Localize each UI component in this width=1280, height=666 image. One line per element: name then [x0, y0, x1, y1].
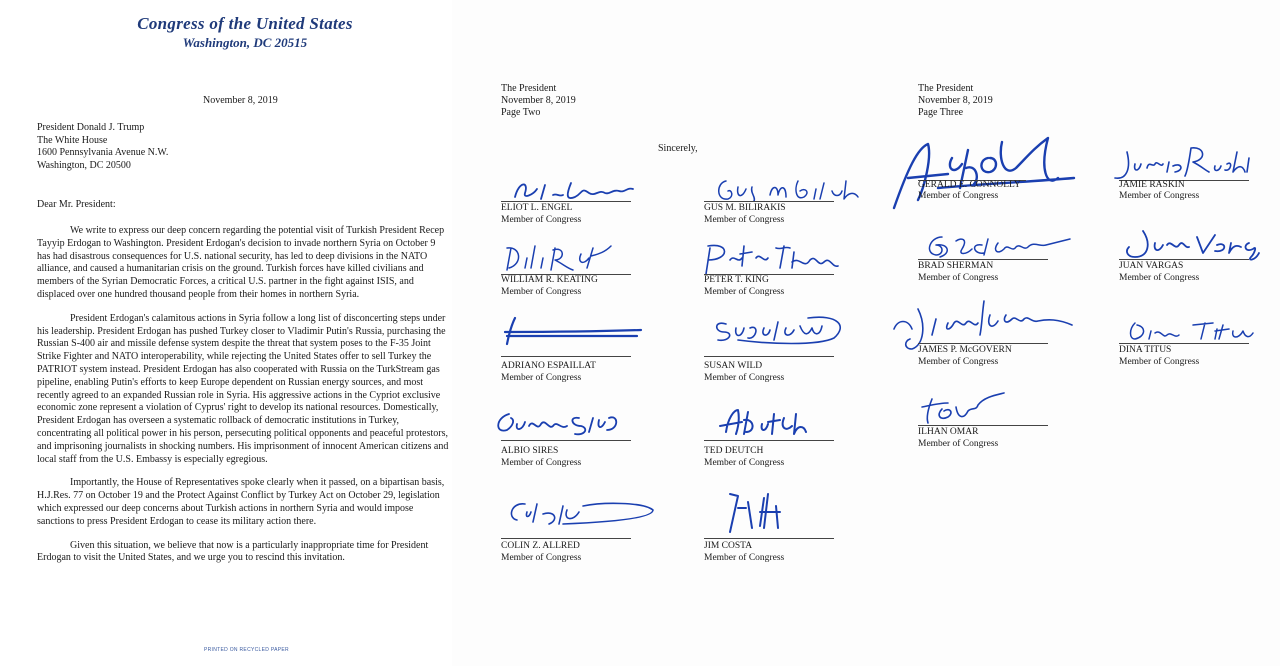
signature-keating [501, 240, 621, 276]
recipient-address [37, 122, 168, 172]
signature-wild [708, 310, 858, 350]
signer-name: ILHAN OMAR [918, 427, 979, 437]
address-line: President Donald J. Trump [37, 122, 145, 133]
address-line: 1600 Pennsylvania Avenue N.W. [37, 147, 169, 158]
page-three-header [918, 83, 993, 119]
signer-title: Member of Congress [1119, 357, 1200, 367]
letterhead-city: Washington, DC 20515 [182, 35, 308, 50]
header-line: The President [918, 83, 974, 94]
signer-title: Member of Congress [704, 553, 785, 563]
signer-name: WILLIAM R. KEATING [501, 275, 598, 285]
signature-allred [503, 496, 663, 532]
signer-title: Member of Congress [704, 458, 785, 468]
address-line: The White House [37, 134, 108, 146]
signer-title: Member of Congress [918, 439, 999, 449]
letterhead-title: Congress of the United States [137, 14, 353, 33]
page-two-header [501, 83, 576, 119]
signer-title: Member of Congress [704, 287, 785, 297]
signature-king [700, 238, 850, 278]
signer-title: Member of Congress [501, 215, 582, 225]
header-line: Page Two [501, 107, 541, 118]
body-paragraph: Importantly, the House of Representatives spoke clearly when it passed, on a bipartisan basis, H.J.Res. 77 on October 19 and the Protect Against Conflict by Turkey Act on October 29, legislation which expressed our deep concerns about Turkish actions in northern Syria and would impose sanctions to press President Erdogan to cease its military action there. [37, 477, 445, 527]
signature-connolly [878, 128, 1078, 218]
signer-title: Member of Congress [704, 373, 785, 383]
address-line: Washington, DC 20500 [37, 159, 131, 171]
salutation: Dear Mr. President: [37, 199, 116, 210]
signer-title: Member of Congress [501, 287, 582, 297]
signer-name: DINA TITUS [1119, 345, 1172, 355]
signer-title: Member of Congress [918, 357, 999, 367]
signer-name: JIM COSTA [704, 541, 753, 551]
letter-pages-two-three [452, 0, 1280, 666]
signer-title: Member of Congress [501, 373, 582, 383]
signer-name: SUSAN WILD [704, 361, 763, 371]
signer-name: TED DEUTCH [704, 446, 764, 456]
signer-name: GERALD E. CONNOLLY [918, 180, 1021, 190]
header-line: November 8, 2019 [918, 95, 993, 106]
letter-body [37, 225, 449, 576]
signer-title: Member of Congress [1119, 191, 1200, 201]
signer-title: Member of Congress [1119, 273, 1200, 283]
signature-sires [489, 404, 629, 440]
signer-title: Member of Congress [704, 215, 785, 225]
signer-name: GUS M. BILIRAKIS [704, 203, 786, 213]
letter-date: November 8, 2019 [203, 95, 278, 106]
signer-name: ALBIO SIRES [501, 446, 559, 456]
signer-name: ADRIANO ESPAILLAT [501, 361, 596, 371]
signer-name: COLIN Z. ALLRED [501, 541, 580, 551]
body-paragraph: President Erdogan's calamitous actions in Syria follow a long list of disconcerting steps under his leadership. President Erdogan has pushed Turkey closer to Vladimir Putin's Russia, purchasing the Russian S-400 air and missile defense system despite the threat that system poses to the F-35 Joint Strike Fighter and NATO interoperability, while rejecting the United States offer to sell Turkey the PATRIOT system instead. President Erdogan has also cooperated with Russia on the TurkStream gas pipeline, enabling Putin's efforts to keep Europe dependent on Russian energy sources, and most recently agreed to an expanded Russian role in Syria. His aggressive actions in the Cypriot exclusive economic zone represent a violation of Cyprus' right to develop its national resources. Domestically, President Erdogan has overseen a systematic rollback of democratic institutions in Turkey, concentrating all political power in his person, persecuting political opponents and peaceful protestors, and imprisoning journalists in shocking numbers. His imprisonment of innocent American citizens and local staff from the U.S. Embassy is especially egregious. [37, 312, 449, 465]
signature-espaillat [491, 310, 641, 350]
signature-deutch [708, 404, 828, 440]
signer-title: Member of Congress [918, 191, 999, 201]
signature-omar [918, 389, 1008, 429]
header-line: Page Three [918, 107, 964, 118]
signer-title: Member of Congress [918, 273, 999, 283]
signer-name: JAMES P. McGOVERN [918, 345, 1012, 355]
signer-name: BRAD SHERMAN [918, 261, 994, 271]
signer-name: ELIOT L. ENGEL [501, 203, 573, 213]
signer-name: JAMIE RASKIN [1119, 180, 1185, 190]
body-paragraph: We write to express our deep concern regarding the potential visit of Turkish President Recep Tayyip Erdogan to Washington. President Erdogan's decision to invade northern Syria on October 9 has had disastrous consequences for U.S. national security, has led to deep divisions in the NATO alliance, and caused a humanitarian crisis on the ground. Turkish forces have killed civilians and members of the Syrian Democratic Forces, a critical U.S. partner in the fight against ISIS, and displaced over one hundred thousand people from their homes in northern Syria. [37, 225, 445, 300]
header-line: November 8, 2019 [501, 95, 576, 106]
signer-name: JUAN VARGAS [1119, 261, 1184, 271]
signature-vargas [1119, 223, 1269, 263]
signer-title: Member of Congress [501, 458, 582, 468]
signer-title: Member of Congress [501, 553, 582, 563]
body-paragraph: Given this situation, we believe that now is a particularly inappropriate time for President Erdogan to visit the United States, and we urge you to rescind this invitation. [37, 539, 429, 564]
letter-page-one [0, 0, 452, 666]
closing: Sincerely, [658, 143, 698, 154]
header-line: The President [501, 83, 557, 94]
signature-costa [724, 488, 804, 536]
recycled-paper-footer: PRINTED ON RECYCLED PAPER [204, 647, 289, 653]
signer-name: PETER T. KING [704, 275, 769, 285]
